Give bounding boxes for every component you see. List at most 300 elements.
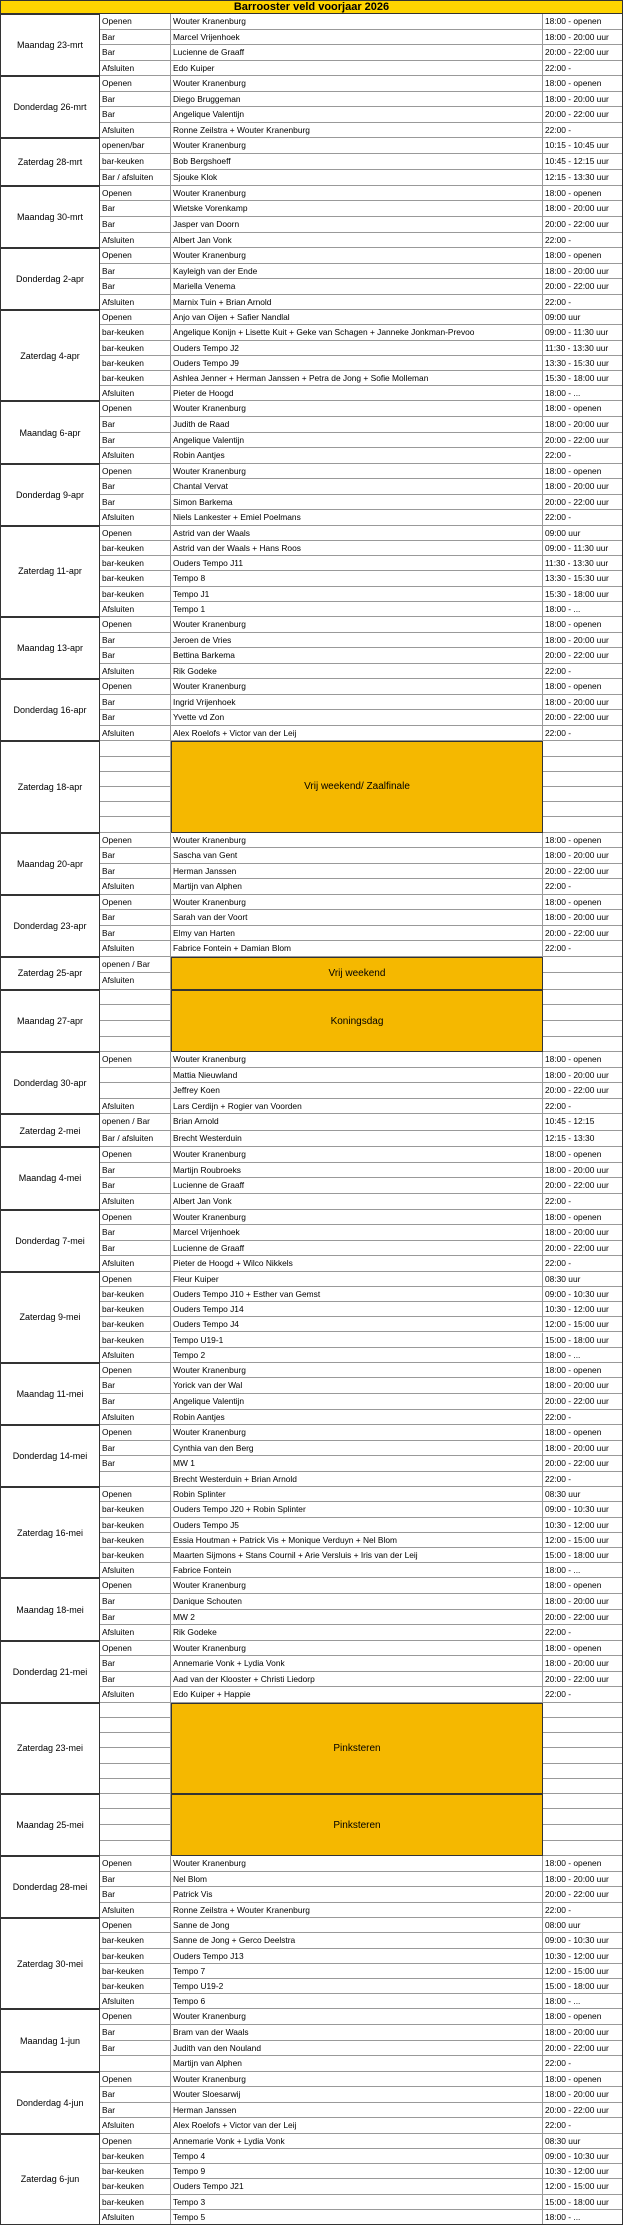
shift-role-cell: bar-keuken: [100, 1933, 171, 1948]
shift-time-cell: [543, 990, 623, 1006]
shift-role-cell: Bar: [100, 2041, 171, 2057]
shift-time-cell: 20:00 - 22:00 uur: [543, 648, 623, 664]
shift-name-cell: Edo Kuiper: [171, 61, 543, 77]
shift-name-cell: Ronne Zeilstra + Wouter Kranenburg: [171, 123, 543, 139]
shift-role-cell: Bar: [100, 1656, 171, 1672]
shift-time-cell: 20:00 - 22:00 uur: [543, 1610, 623, 1626]
shift-time-cell: 18:00 - openen: [543, 617, 623, 633]
shift-role-cell: Openen: [100, 895, 171, 911]
shift-time-cell: 22:00 -: [543, 295, 623, 311]
day-label: Zaterdag 18-apr: [0, 741, 100, 832]
shift-role-cell: Afsluiten: [100, 448, 171, 464]
shift-name-cell: Danique Schouten: [171, 1594, 543, 1610]
shift-name-cell: Astrid van der Waals + Hans Roos: [171, 541, 543, 556]
shift-name-cell: Astrid van der Waals: [171, 526, 543, 541]
day-label: Zaterdag 25-apr: [0, 957, 100, 990]
day-label: Donderdag 7-mei: [0, 1210, 100, 1272]
shift-name-cell: Wouter Kranenburg: [171, 138, 543, 154]
shift-name-cell: Mattia Nieuwland: [171, 1068, 543, 1084]
shift-role-cell: Openen: [100, 464, 171, 480]
shift-role-cell: Bar: [100, 279, 171, 295]
shift-time-cell: [543, 1718, 623, 1733]
shift-role-cell: Openen: [100, 617, 171, 633]
shift-name-cell: Lucienne de Graaff: [171, 1178, 543, 1194]
shift-role-cell: [100, 2056, 171, 2072]
shift-role-cell: [100, 990, 171, 1006]
shift-name-cell: Lucienne de Graaff: [171, 45, 543, 61]
shift-role-cell: Afsluiten: [100, 233, 171, 249]
shift-role-cell: bar-keuken: [100, 571, 171, 586]
shift-role-cell: Bar: [100, 2087, 171, 2103]
shift-role-cell: [100, 1794, 171, 1810]
shift-role-cell: [100, 772, 171, 787]
shift-role-cell: Openen: [100, 248, 171, 264]
day-label: Donderdag 9-apr: [0, 464, 100, 526]
shift-role-cell: [100, 1083, 171, 1099]
shift-time-cell: [543, 772, 623, 787]
shift-role-cell: bar-keuken: [100, 556, 171, 571]
shift-name-cell: Wouter Kranenburg: [171, 833, 543, 849]
shift-time-cell: 18:00 - ...: [543, 1563, 623, 1578]
shift-time-cell: 09:00 - 10:30 uur: [543, 1502, 623, 1517]
shift-role-cell: [100, 1825, 171, 1841]
shift-role-cell: Openen: [100, 76, 171, 92]
shift-role-cell: [100, 1718, 171, 1733]
shift-time-cell: [543, 802, 623, 817]
shift-name-cell: Ouders Tempo J14: [171, 1302, 543, 1317]
shift-role-cell: Openen: [100, 1918, 171, 1933]
shift-time-cell: 18:00 - openen: [543, 1641, 623, 1657]
shift-role-cell: Openen: [100, 1856, 171, 1872]
shift-time-cell: 18:00 - 20:00 uur: [543, 1872, 623, 1888]
shift-name-cell: Simon Barkema: [171, 495, 543, 511]
shift-name-cell: Wouter Kranenburg: [171, 1210, 543, 1226]
shift-name-cell: Tempo J1: [171, 587, 543, 602]
shift-time-cell: 20:00 - 22:00 uur: [543, 1887, 623, 1903]
shift-role-cell: Afsluiten: [100, 602, 171, 617]
shift-time-cell: 18:00 - openen: [543, 1147, 623, 1163]
day-label: Maandag 25-mei: [0, 1794, 100, 1856]
shift-time-cell: 12:00 - 15:00 uur: [543, 1533, 623, 1548]
shift-role-cell: Afsluiten: [100, 1099, 171, 1115]
shift-role-cell: Bar: [100, 30, 171, 46]
shift-role-cell: Openen: [100, 1052, 171, 1068]
shift-name-cell: Wouter Kranenburg: [171, 1425, 543, 1441]
shift-role-cell: Openen: [100, 186, 171, 202]
shift-time-cell: 20:00 - 22:00 uur: [543, 1672, 623, 1688]
shift-time-cell: 22:00 -: [543, 941, 623, 957]
shift-role-cell: Openen: [100, 14, 171, 30]
shift-role-cell: Afsluiten: [100, 61, 171, 77]
shift-time-cell: 18:00 - openen: [543, 2009, 623, 2025]
shift-name-cell: Jeroen de Vries: [171, 633, 543, 649]
shift-time-cell: [543, 757, 623, 772]
shift-time-cell: 22:00 -: [543, 1472, 623, 1488]
shift-name-cell: Tempo U19-1: [171, 1333, 543, 1348]
shift-time-cell: [543, 1703, 623, 1718]
shift-time-cell: 10:30 - 12:00 uur: [543, 1949, 623, 1964]
shift-name-cell: Tempo 5: [171, 2210, 543, 2225]
shift-role-cell: openen / Bar: [100, 957, 171, 974]
shift-name-cell: Ronne Zeilstra + Wouter Kranenburg: [171, 1903, 543, 1919]
event-banner: Vrij weekend/ Zaalfinale: [171, 741, 543, 832]
shift-role-cell: Bar: [100, 1441, 171, 1457]
shift-role-cell: Bar / afsluiten: [100, 170, 171, 186]
shift-time-cell: [543, 1005, 623, 1021]
shift-name-cell: Judith de Raad: [171, 417, 543, 433]
shift-role-cell: bar-keuken: [100, 1302, 171, 1317]
shift-name-cell: Tempo 6: [171, 1994, 543, 2009]
shift-role-cell: Afsluiten: [100, 879, 171, 895]
shift-role-cell: Bar: [100, 1672, 171, 1688]
shift-role-cell: Bar: [100, 910, 171, 926]
shift-time-cell: 10:30 - 12:00 uur: [543, 1302, 623, 1317]
shift-time-cell: 22:00 -: [543, 1256, 623, 1272]
shift-name-cell: Wouter Kranenburg: [171, 1052, 543, 1068]
shift-role-cell: bar-keuken: [100, 1548, 171, 1563]
shift-time-cell: 13:30 - 15:30 uur: [543, 356, 623, 371]
shift-role-cell: Openen: [100, 2009, 171, 2025]
shift-name-cell: Wouter Kranenburg: [171, 1641, 543, 1657]
shift-time-cell: 22:00 -: [543, 879, 623, 895]
shift-time-cell: 18:00 - ...: [543, 602, 623, 617]
shift-role-cell: bar-keuken: [100, 1518, 171, 1533]
shift-role-cell: Bar: [100, 107, 171, 123]
shift-role-cell: openen / Bar: [100, 1114, 171, 1131]
shift-time-cell: 22:00 -: [543, 726, 623, 742]
shift-name-cell: Nel Blom: [171, 1872, 543, 1888]
shift-role-cell: Bar: [100, 1610, 171, 1626]
shift-role-cell: Bar: [100, 433, 171, 449]
shift-name-cell: Bob Bergshoeff: [171, 154, 543, 170]
shift-name-cell: Herman Janssen: [171, 2103, 543, 2119]
shift-role-cell: Bar: [100, 695, 171, 711]
shift-role-cell: Openen: [100, 1147, 171, 1163]
shift-name-cell: Wouter Kranenburg: [171, 617, 543, 633]
shift-name-cell: Ingrid Vrijenhoek: [171, 695, 543, 711]
shift-role-cell: bar-keuken: [100, 1333, 171, 1348]
shift-time-cell: 20:00 - 22:00 uur: [543, 1083, 623, 1099]
day-label: Maandag 11-mei: [0, 1363, 100, 1425]
shift-time-cell: 08:30 uur: [543, 2134, 623, 2149]
shift-role-cell: [100, 1733, 171, 1748]
shift-role-cell: [100, 1748, 171, 1763]
shift-time-cell: 18:00 - openen: [543, 464, 623, 480]
shift-name-cell: Annemarie Vonk + Lydia Vonk: [171, 2134, 543, 2149]
shift-name-cell: Essia Houtman + Patrick Vis + Monique Verduyn + Nel Blom: [171, 1533, 543, 1548]
shift-name-cell: Robin Aantjes: [171, 1410, 543, 1426]
shift-time-cell: 18:00 - 20:00 uur: [543, 1378, 623, 1394]
shift-name-cell: Tempo 7: [171, 1964, 543, 1979]
event-banner: Pinksteren: [171, 1703, 543, 1794]
shift-role-cell: Afsluiten: [100, 1348, 171, 1363]
shift-name-cell: Maarten Sijmons + Stans Cournil + Arie Versluis + Iris van der Leij: [171, 1548, 543, 1563]
shift-role-cell: Bar: [100, 1394, 171, 1410]
shift-name-cell: Angelique Valentijn: [171, 433, 543, 449]
shift-name-cell: Fabrice Fontein: [171, 1563, 543, 1578]
shift-time-cell: 18:00 - 20:00 uur: [543, 479, 623, 495]
shift-name-cell: Fleur Kuiper: [171, 1272, 543, 1287]
shift-role-cell: Bar: [100, 479, 171, 495]
shift-name-cell: Wouter Kranenburg: [171, 248, 543, 264]
shift-time-cell: 18:00 - 20:00 uur: [543, 201, 623, 217]
shift-role-cell: Bar: [100, 1456, 171, 1472]
shift-name-cell: Marnix Tuin + Brian Arnold: [171, 295, 543, 311]
shift-time-cell: 18:00 - ...: [543, 1348, 623, 1363]
shift-role-cell: Openen: [100, 2134, 171, 2149]
shift-role-cell: [100, 1005, 171, 1021]
shift-name-cell: Ouders Tempo J5: [171, 1518, 543, 1533]
day-label: Donderdag 30-apr: [0, 1052, 100, 1114]
shift-name-cell: Robin Aantjes: [171, 448, 543, 464]
shift-time-cell: 18:00 - openen: [543, 186, 623, 202]
day-label: Zaterdag 11-apr: [0, 526, 100, 617]
shift-name-cell: Ouders Tempo J13: [171, 1949, 543, 1964]
shift-role-cell: Openen: [100, 1272, 171, 1287]
shift-time-cell: 20:00 - 22:00 uur: [543, 107, 623, 123]
shift-role-cell: Bar: [100, 45, 171, 61]
day-label: Maandag 20-apr: [0, 833, 100, 895]
shift-time-cell: 18:00 - openen: [543, 1052, 623, 1068]
shift-role-cell: Bar: [100, 217, 171, 233]
shift-time-cell: 18:00 - openen: [543, 895, 623, 911]
shift-time-cell: 20:00 - 22:00 uur: [543, 864, 623, 880]
shift-role-cell: bar-keuken: [100, 341, 171, 356]
shift-name-cell: Angelique Valentijn: [171, 1394, 543, 1410]
shift-name-cell: Brian Arnold: [171, 1114, 543, 1131]
shift-name-cell: Tempo 4: [171, 2149, 543, 2164]
shift-role-cell: Openen: [100, 1425, 171, 1441]
shift-role-cell: bar-keuken: [100, 1287, 171, 1302]
shift-name-cell: Ouders Tempo J10 + Esther van Gemst: [171, 1287, 543, 1302]
shift-time-cell: 15:00 - 18:00 uur: [543, 1979, 623, 1994]
shift-time-cell: 20:00 - 22:00 uur: [543, 45, 623, 61]
shift-time-cell: [543, 1794, 623, 1810]
shift-role-cell: Bar: [100, 1887, 171, 1903]
day-label: Donderdag 2-apr: [0, 248, 100, 310]
day-label: Donderdag 14-mei: [0, 1425, 100, 1487]
shift-role-cell: bar-keuken: [100, 1979, 171, 1994]
shift-name-cell: Annemarie Vonk + Lydia Vonk: [171, 1656, 543, 1672]
shift-name-cell: Sanne de Jong + Gerco Deelstra: [171, 1933, 543, 1948]
shift-role-cell: Openen: [100, 526, 171, 541]
shift-time-cell: 20:00 - 22:00 uur: [543, 1456, 623, 1472]
day-label: Donderdag 21-mei: [0, 1641, 100, 1703]
shift-time-cell: 22:00 -: [543, 123, 623, 139]
day-label: Maandag 23-mrt: [0, 14, 100, 76]
shift-name-cell: Ouders Tempo J11: [171, 556, 543, 571]
shift-name-cell: Tempo 9: [171, 2164, 543, 2179]
shift-name-cell: Fabrice Fontein + Damian Blom: [171, 941, 543, 957]
shift-role-cell: bar-keuken: [100, 325, 171, 340]
shift-role-cell: [100, 757, 171, 772]
shift-name-cell: Brecht Westerduin: [171, 1131, 543, 1148]
shift-role-cell: Bar: [100, 926, 171, 942]
shift-role-cell: Openen: [100, 1641, 171, 1657]
day-label: Maandag 13-apr: [0, 617, 100, 679]
shift-role-cell: bar-keuken: [100, 587, 171, 602]
shift-role-cell: Bar: [100, 1225, 171, 1241]
day-label: Donderdag 4-jun: [0, 2072, 100, 2134]
shift-name-cell: Wouter Kranenburg: [171, 464, 543, 480]
shift-name-cell: Martijn van Alphen: [171, 879, 543, 895]
shift-name-cell: Alex Roelofs + Victor van der Leij: [171, 2118, 543, 2134]
shift-role-cell: bar-keuken: [100, 2195, 171, 2210]
shift-time-cell: 18:00 - 20:00 uur: [543, 848, 623, 864]
shift-name-cell: Sjouke Klok: [171, 170, 543, 186]
shift-role-cell: Bar: [100, 201, 171, 217]
shift-time-cell: 18:00 - ...: [543, 386, 623, 401]
shift-time-cell: 22:00 -: [543, 233, 623, 249]
shift-name-cell: Tempo 3: [171, 2195, 543, 2210]
shift-role-cell: [100, 1472, 171, 1488]
shift-time-cell: 09:00 uur: [543, 310, 623, 325]
shift-name-cell: Rik Godeke: [171, 1625, 543, 1641]
shift-role-cell: Openen: [100, 310, 171, 325]
shift-role-cell: [100, 1779, 171, 1794]
shift-name-cell: Yvette vd Zon: [171, 710, 543, 726]
shift-time-cell: 12:15 - 13:30: [543, 1131, 623, 1148]
shift-time-cell: 18:00 - 20:00 uur: [543, 2025, 623, 2041]
shift-name-cell: Pieter de Hoogd + Wilco Nikkels: [171, 1256, 543, 1272]
shift-name-cell: Jeffrey Koen: [171, 1083, 543, 1099]
shift-time-cell: 20:00 - 22:00 uur: [543, 710, 623, 726]
shift-time-cell: 18:00 - 20:00 uur: [543, 633, 623, 649]
day-label: Zaterdag 9-mei: [0, 1272, 100, 1363]
shift-time-cell: 08:30 uur: [543, 1272, 623, 1287]
shift-name-cell: Sanne de Jong: [171, 1918, 543, 1933]
shift-role-cell: [100, 817, 171, 832]
shift-time-cell: [543, 1021, 623, 1037]
shift-time-cell: 18:00 - openen: [543, 1856, 623, 1872]
shift-role-cell: [100, 1809, 171, 1825]
shift-role-cell: Afsluiten: [100, 664, 171, 680]
shift-role-cell: bar-keuken: [100, 356, 171, 371]
event-banner: Vrij weekend: [171, 957, 543, 990]
shift-time-cell: [543, 741, 623, 756]
shift-role-cell: bar-keuken: [100, 2164, 171, 2179]
shift-name-cell: Yorick van der Wal: [171, 1378, 543, 1394]
shift-role-cell: bar-keuken: [100, 2149, 171, 2164]
shift-name-cell: Wouter Kranenburg: [171, 76, 543, 92]
shift-time-cell: [543, 1748, 623, 1763]
shift-time-cell: 11:30 - 13:30 uur: [543, 341, 623, 356]
event-banner: Koningsdag: [171, 990, 543, 1052]
shift-role-cell: [100, 787, 171, 802]
shift-time-cell: 18:00 - 20:00 uur: [543, 417, 623, 433]
day-label: Maandag 4-mei: [0, 1147, 100, 1209]
shift-time-cell: 10:30 - 12:00 uur: [543, 1518, 623, 1533]
shift-time-cell: 10:45 - 12:15: [543, 1114, 623, 1131]
shift-role-cell: [100, 741, 171, 756]
shift-name-cell: Aad van der Klooster + Christi Liedorp: [171, 1672, 543, 1688]
shift-name-cell: Robin Splinter: [171, 1487, 543, 1502]
shift-role-cell: [100, 1764, 171, 1779]
shift-role-cell: bar-keuken: [100, 371, 171, 386]
shift-time-cell: 22:00 -: [543, 1194, 623, 1210]
shift-name-cell: Wouter Kranenburg: [171, 401, 543, 417]
shift-name-cell: Wouter Sloesarwij: [171, 2087, 543, 2103]
shift-time-cell: [543, 1764, 623, 1779]
shift-role-cell: Afsluiten: [100, 295, 171, 311]
shift-name-cell: MW 2: [171, 1610, 543, 1626]
shift-name-cell: Niels Lankester + Emiel Poelmans: [171, 510, 543, 526]
shift-time-cell: 22:00 -: [543, 1903, 623, 1919]
shift-role-cell: bar-keuken: [100, 1949, 171, 1964]
shift-name-cell: Martijn van Alphen: [171, 2056, 543, 2072]
shift-time-cell: 22:00 -: [543, 1099, 623, 1115]
shift-time-cell: [543, 1037, 623, 1053]
day-label: Donderdag 16-apr: [0, 679, 100, 741]
shift-name-cell: Ashlea Jenner + Herman Janssen + Petra de Jong + Sofie Molleman: [171, 371, 543, 386]
shift-name-cell: Tempo 8: [171, 571, 543, 586]
shift-role-cell: Afsluiten: [100, 941, 171, 957]
shift-time-cell: 22:00 -: [543, 448, 623, 464]
day-label: Maandag 30-mrt: [0, 186, 100, 248]
shift-role-cell: Bar: [100, 2025, 171, 2041]
shift-name-cell: Wouter Kranenburg: [171, 1147, 543, 1163]
shift-name-cell: Sarah van der Voort: [171, 910, 543, 926]
shift-role-cell: Bar: [100, 264, 171, 280]
shift-time-cell: 09:00 uur: [543, 526, 623, 541]
shift-name-cell: Albert Jan Vonk: [171, 233, 543, 249]
shift-time-cell: [543, 957, 623, 974]
shift-name-cell: Alex Roelofs + Victor van der Leij: [171, 726, 543, 742]
shift-time-cell: 18:00 - openen: [543, 14, 623, 30]
shift-time-cell: 08:00 uur: [543, 1918, 623, 1933]
shift-role-cell: bar-keuken: [100, 154, 171, 170]
day-label: Maandag 27-apr: [0, 990, 100, 1052]
shift-time-cell: 18:00 - 20:00 uur: [543, 264, 623, 280]
shift-time-cell: 12:00 - 15:00 uur: [543, 1964, 623, 1979]
shift-role-cell: Bar: [100, 1378, 171, 1394]
shift-role-cell: Afsluiten: [100, 1687, 171, 1703]
shift-time-cell: 12:00 - 15:00 uur: [543, 2179, 623, 2194]
shift-role-cell: Afsluiten: [100, 1903, 171, 1919]
day-label: Donderdag 26-mrt: [0, 76, 100, 138]
shift-time-cell: 18:00 - 20:00 uur: [543, 1656, 623, 1672]
shift-time-cell: 18:00 - openen: [543, 1578, 623, 1594]
shift-name-cell: Albert Jan Vonk: [171, 1194, 543, 1210]
shift-time-cell: [543, 1825, 623, 1841]
shift-time-cell: 15:30 - 18:00 uur: [543, 371, 623, 386]
shift-role-cell: Bar: [100, 648, 171, 664]
shift-role-cell: Afsluiten: [100, 510, 171, 526]
shift-role-cell: Afsluiten: [100, 1194, 171, 1210]
shift-name-cell: Wouter Kranenburg: [171, 679, 543, 695]
shift-time-cell: 20:00 - 22:00 uur: [543, 279, 623, 295]
shift-role-cell: Bar: [100, 417, 171, 433]
shift-name-cell: Wouter Kranenburg: [171, 1578, 543, 1594]
day-label: Donderdag 23-apr: [0, 895, 100, 957]
shift-name-cell: Wouter Kranenburg: [171, 2009, 543, 2025]
event-banner: Pinksteren: [171, 1794, 543, 1856]
shift-time-cell: 09:00 - 11:30 uur: [543, 541, 623, 556]
shift-time-cell: 20:00 - 22:00 uur: [543, 217, 623, 233]
shift-role-cell: Openen: [100, 401, 171, 417]
shift-time-cell: 20:00 - 22:00 uur: [543, 2041, 623, 2057]
shift-name-cell: Martijn Roubroeks: [171, 1163, 543, 1179]
shift-time-cell: 22:00 -: [543, 2118, 623, 2134]
shift-time-cell: 18:00 - ...: [543, 1994, 623, 2009]
shift-name-cell: Tempo 1: [171, 602, 543, 617]
day-label: Zaterdag 16-mei: [0, 1487, 100, 1578]
shift-role-cell: Bar: [100, 1178, 171, 1194]
shift-time-cell: [543, 1841, 623, 1857]
shift-time-cell: 18:00 - openen: [543, 1425, 623, 1441]
shift-name-cell: Wouter Kranenburg: [171, 895, 543, 911]
shift-role-cell: Bar: [100, 1872, 171, 1888]
